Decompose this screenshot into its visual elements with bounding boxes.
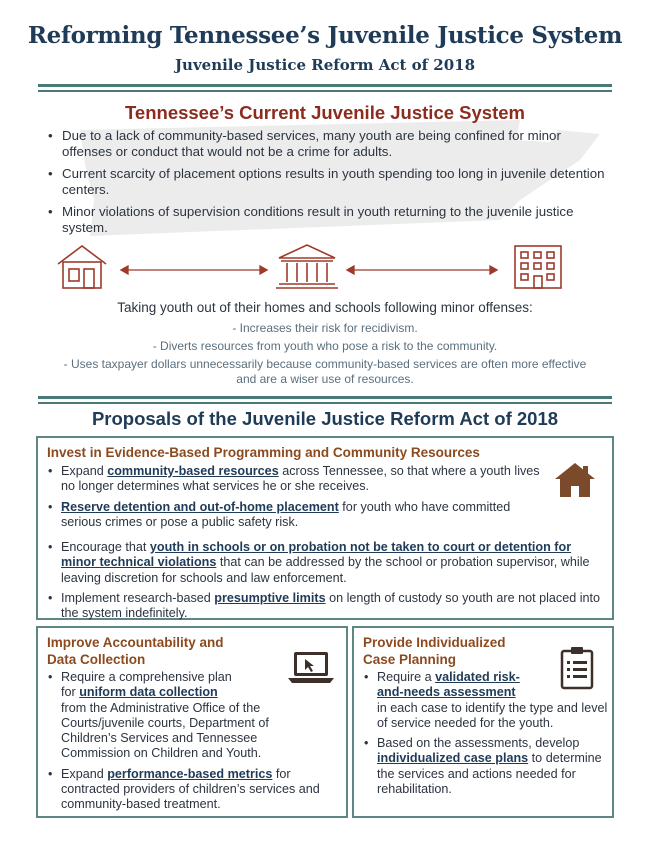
accountability-box: [36, 626, 348, 818]
section-divider: [38, 396, 612, 399]
header-divider: [38, 84, 612, 87]
invest-list-wide: [46, 540, 608, 626]
accountability-list: [46, 670, 342, 818]
effect-item: - Diverts resources from youth who pose a risk to the community.: [152, 339, 498, 353]
list-item: • Implement research-based presumptive limits on length of custody so youth are not placed into the system indefinitely.: [46, 591, 608, 622]
case-planning-list: [362, 670, 610, 802]
invest-title: Invest in Evidence-Based Programming and Community Resources: [47, 445, 480, 460]
list-item: • Expand community-based resources across Tennessee, so that where a youth lives no longer determines what services he or she receives.: [46, 464, 546, 495]
list-item: • Due to a lack of community-based services, many youth are being confined for minor offenses or conduct that would not be a crime for adults.: [46, 128, 611, 160]
pathway-graphic: [55, 242, 615, 292]
page-title: Reforming Tennessee’s Juvenile Justice System: [27, 22, 623, 49]
current-system-heading: Tennessee’s Current Juvenile Justice System: [125, 102, 525, 123]
accountability-title: Improve Accountability and Data Collection: [47, 635, 224, 667]
list-item: • Current scarcity of placement options results in youth spending too long in juvenile detention centers.: [46, 166, 611, 198]
header-divider-thin: [38, 90, 612, 92]
house-icon: [554, 461, 596, 499]
arrow-icon: [347, 266, 497, 274]
invest-list: [46, 464, 546, 535]
case-planning-title: Provide Individualized Case Planning: [363, 635, 506, 667]
detention-building-icon: [515, 246, 561, 288]
arrow-icon: [121, 266, 267, 274]
page-subtitle: Juvenile Justice Reform Act of 2018: [174, 56, 476, 74]
effect-item: - Uses taxpayer dollars unnecessarily because community-based services are often more effective and are a wiser use of resources.: [63, 357, 587, 386]
list-item: • Expand performance-based metrics for contracted providers of children’s services and community-based treatment.: [46, 767, 342, 813]
courthouse-icon: [276, 245, 338, 288]
list-item: • Minor violations of supervision conditions result in youth returning to the juvenile justice system.: [46, 204, 611, 236]
list-item: • Reserve detention and out-of-home placement for youth who have committed serious crimes or pose a public safety risk.: [46, 500, 546, 531]
current-system-list: [46, 128, 611, 242]
proposals-heading: Proposals of the Juvenile Justice Reform Act of 2018: [91, 408, 559, 429]
invest-box: [36, 436, 614, 620]
section-divider-thin: [38, 402, 612, 404]
list-item: • Encourage that youth in schools or on probation not be taken to court or detention for minor technical violations that can be addressed by the school or probation supervisor, while leaving discretion for schools and law enforcement.: [46, 540, 608, 586]
effect-item: - Increases their risk for recidivism.: [232, 321, 418, 335]
list-item: • Based on the assessments, develop individualized case plans to determine the services and actions needed for rehabilitation.: [362, 736, 610, 797]
house-icon: [58, 246, 106, 288]
takeaway-text: Taking youth out of their homes and schools following minor offenses:: [117, 300, 533, 315]
list-item: • Require a validated risk- and-needs assessment in each case to identify the type and level of service needed for the youth.: [362, 670, 610, 731]
case-planning-box: [352, 626, 614, 818]
list-item: • Require a comprehensive plan for uniform data collection from the Administrative Office of the Courts/juvenile courts, Department of Children’s Services and Tennessee Commission on Children and Youth.: [46, 670, 342, 762]
